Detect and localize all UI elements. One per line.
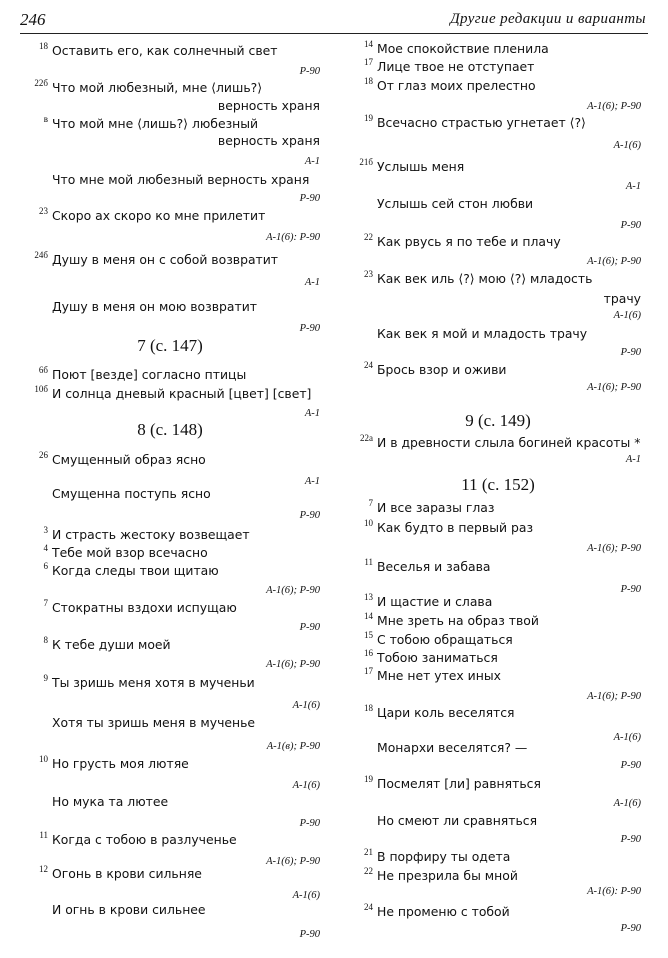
source-reference: А-1 bbox=[304, 277, 320, 288]
verse-line: Смущенна поступь ясно bbox=[52, 486, 211, 501]
source-reference: А-1 bbox=[304, 156, 320, 167]
line-number: 18 bbox=[39, 41, 48, 51]
verse-line: Мне нет утех иных bbox=[377, 668, 501, 683]
section-heading: 8 (с. 148) bbox=[137, 420, 203, 439]
line-number: 22а bbox=[360, 433, 373, 443]
line-number: 21 bbox=[364, 847, 373, 857]
line-number: 17 bbox=[364, 666, 373, 676]
line-number: 14 bbox=[364, 611, 373, 621]
source-reference: А-1(6); Р-90 bbox=[587, 382, 641, 393]
line-number: 24б bbox=[34, 250, 48, 260]
verse-line: От глаз моих прелестно bbox=[377, 78, 536, 93]
source-reference: Р-90 bbox=[299, 622, 320, 633]
verse-line: Цари коль веселятся bbox=[377, 705, 515, 720]
line-number: 14 bbox=[364, 39, 373, 49]
line-number: 22 bbox=[364, 232, 373, 242]
verse-line: Но грусть моя лютяе bbox=[52, 756, 189, 771]
verse-line: Как будто в первый раз bbox=[377, 520, 534, 535]
verse-line: Оставить его, как солнечный свет bbox=[52, 43, 278, 58]
line-number: 9 bbox=[43, 673, 48, 683]
source-reference: А-1(6); Р-90 bbox=[587, 691, 641, 702]
line-number: 22б bbox=[34, 78, 48, 88]
verse-line: Смущенный образ ясно bbox=[52, 452, 206, 467]
verse-line: Не презрила бы мной bbox=[377, 868, 518, 883]
source-reference: Р-90 bbox=[620, 923, 641, 934]
verse-line: Хотя ты зришь меня в мученье bbox=[52, 715, 256, 730]
verse-line: И огнь в крови сильнее bbox=[52, 902, 206, 917]
verse-line: К тебе души моей bbox=[52, 637, 171, 652]
verse-line: Тобою заниматься bbox=[377, 650, 498, 665]
source-reference: А-1(6) bbox=[292, 890, 320, 901]
section-heading: 7 (с. 147) bbox=[137, 336, 203, 355]
source-reference: А-1(6) bbox=[292, 780, 320, 791]
source-reference: Р-90 bbox=[299, 323, 320, 334]
source-reference: Р-90 bbox=[620, 834, 641, 845]
line-number: 8 bbox=[43, 635, 48, 645]
source-reference: А-1(6): Р-90 bbox=[266, 232, 320, 243]
source-reference: А-1 bbox=[304, 408, 320, 419]
line-number: 6 bbox=[43, 561, 48, 571]
verse-line: И щастие и слава bbox=[377, 594, 493, 609]
verse-line: Душу в меня он с собой возвратит bbox=[52, 252, 279, 267]
source-reference: Р-90 bbox=[620, 760, 641, 771]
source-reference: А-1(6): Р-90 bbox=[587, 886, 641, 897]
source-reference: А-1(6); Р-90 bbox=[266, 585, 320, 596]
verse-line: Ты зришь меня хотя в мученьи bbox=[52, 675, 255, 690]
verse-line: Что мой мне ⟨лишь?⟩ любезный bbox=[52, 116, 259, 131]
verse-line: Стократны вздохи испущаю bbox=[52, 600, 237, 615]
line-number: 24 bbox=[364, 902, 373, 912]
verse-line: Поют [везде] согласно птицы bbox=[52, 367, 247, 382]
line-number: 15 bbox=[364, 630, 373, 640]
line-number: 10б bbox=[34, 384, 48, 394]
line-number: 23 bbox=[39, 206, 48, 216]
line-number: 6б bbox=[38, 365, 48, 375]
verse-line: Но мука та лютее bbox=[52, 794, 169, 809]
verse-line: Тебе мой взор всечасно bbox=[52, 545, 208, 560]
verse-line: Когда следы твои щитаю bbox=[52, 563, 219, 578]
source-reference: А-1(6) bbox=[613, 798, 641, 809]
verse-line: И солнца дневый красный [цвет] [свет] bbox=[52, 386, 312, 401]
verse-line: Душу в меня он мою возвратит bbox=[52, 299, 257, 314]
section-heading: 9 (с. 149) bbox=[465, 411, 531, 430]
line-number: 3 bbox=[43, 525, 48, 535]
source-reference: А-1(6); Р-90 bbox=[266, 856, 320, 867]
page-header bbox=[20, 8, 648, 32]
running-title: Другие редакции и варианты bbox=[450, 11, 646, 27]
source-reference: А-1(6) bbox=[613, 732, 641, 743]
verse-line: верность храня bbox=[217, 133, 320, 148]
verse-line: Когда с тобою в разлученье bbox=[52, 832, 237, 847]
verse-line: Мне зреть на образ твой bbox=[377, 613, 539, 628]
verse-line: Как век иль ⟨?⟩ мою ⟨?⟩ младость bbox=[377, 271, 593, 286]
verse-line: Мое спокойствие пленила bbox=[377, 41, 549, 56]
source-reference: Р-90 bbox=[299, 818, 320, 829]
line-number: 10 bbox=[39, 754, 48, 764]
verse-line: Брось взор и оживи bbox=[377, 362, 507, 377]
source-reference: А-1 bbox=[625, 181, 641, 192]
verse-line: Веселья и забава bbox=[377, 559, 491, 574]
line-number: 10 bbox=[364, 518, 373, 528]
line-number: в bbox=[43, 114, 48, 124]
source-reference: Р-90 bbox=[299, 193, 320, 204]
verse-line: Но смеют ли сравняться bbox=[377, 813, 538, 828]
line-number: 21б bbox=[359, 157, 373, 167]
line-number: 12 bbox=[39, 864, 48, 874]
line-number: 23 bbox=[364, 269, 373, 279]
source-reference: А-1 bbox=[625, 454, 641, 465]
source-reference: А-1(6); Р-90 bbox=[587, 101, 641, 112]
line-number: 13 bbox=[364, 592, 373, 602]
verse-line: Огонь в крови сильняе bbox=[52, 866, 202, 881]
verse-line: Услышь сей стон любви bbox=[377, 196, 534, 211]
verse-line: Монархи веселятся? — bbox=[377, 740, 528, 755]
verse-line: И страсть жестоку возвещает bbox=[52, 527, 250, 542]
source-reference: А-1(6); Р-90 bbox=[587, 543, 641, 554]
line-number: 16 bbox=[364, 648, 373, 658]
line-number: 7 bbox=[368, 498, 373, 508]
source-reference: Р-90 bbox=[620, 584, 641, 595]
verse-line: И все заразы глаз bbox=[377, 500, 495, 515]
line-number: 18 bbox=[364, 703, 373, 713]
line-number: 26 bbox=[39, 450, 48, 460]
verse-line: Лице твое не отступает bbox=[377, 59, 535, 74]
verse-line: Как век я мой и младость трачу bbox=[377, 326, 588, 341]
line-number: 22 bbox=[364, 866, 373, 876]
source-reference: Р-90 bbox=[299, 929, 320, 940]
source-reference: Р-90 bbox=[299, 66, 320, 77]
source-reference: А-1(6) bbox=[613, 310, 641, 321]
verse-line: С тобою обращаться bbox=[377, 632, 513, 647]
verse-line: В порфиру ты одета bbox=[377, 849, 511, 864]
section-heading: 11 (с. 152) bbox=[461, 475, 535, 494]
source-reference: А-1(6); Р-90 bbox=[587, 256, 641, 267]
source-reference: А-1(6); Р-90 bbox=[266, 659, 320, 670]
verse-line: Что мой любезный, мне ⟨лишь?⟩ bbox=[52, 80, 263, 95]
source-reference: А-1(в); Р-90 bbox=[266, 741, 320, 752]
source-reference: А-1(6) bbox=[613, 140, 641, 151]
verse-line: Посмелят [ли] равняться bbox=[377, 776, 541, 791]
verse-line: верность храня bbox=[217, 98, 320, 113]
line-number: 4 bbox=[43, 543, 48, 553]
source-reference: А-1(6) bbox=[292, 700, 320, 711]
line-number: 17 bbox=[364, 57, 373, 67]
line-number: 19 bbox=[364, 774, 373, 784]
page-number: 246 bbox=[20, 10, 46, 29]
verse-line: Что мне мой любезный верность храня bbox=[52, 172, 310, 187]
line-number: 19 bbox=[364, 113, 373, 123]
source-reference: Р-90 bbox=[299, 510, 320, 521]
verse-line: Не променю с тобой bbox=[377, 904, 510, 919]
source-reference: Р-90 bbox=[620, 220, 641, 231]
verse-line: Скоро ах скоро ко мне прилетит bbox=[52, 208, 266, 223]
line-number: 11 bbox=[364, 557, 373, 567]
verse-line: трачу bbox=[603, 291, 641, 306]
line-number: 18 bbox=[364, 76, 373, 86]
header-rule bbox=[20, 33, 648, 34]
line-number: 11 bbox=[39, 830, 48, 840]
line-number: 24 bbox=[364, 360, 373, 370]
source-reference: А-1 bbox=[304, 476, 320, 487]
verse-line: Услышь меня bbox=[377, 159, 465, 174]
verse-line: Как рвусь я по тебе и плачу bbox=[377, 234, 561, 249]
verse-line: Всечасно страстью угнетает ⟨?⟩ bbox=[377, 115, 586, 130]
line-number: 7 bbox=[43, 598, 48, 608]
source-reference: Р-90 bbox=[620, 347, 641, 358]
verse-line: И в древности слыла богиней красоты * bbox=[377, 435, 641, 450]
